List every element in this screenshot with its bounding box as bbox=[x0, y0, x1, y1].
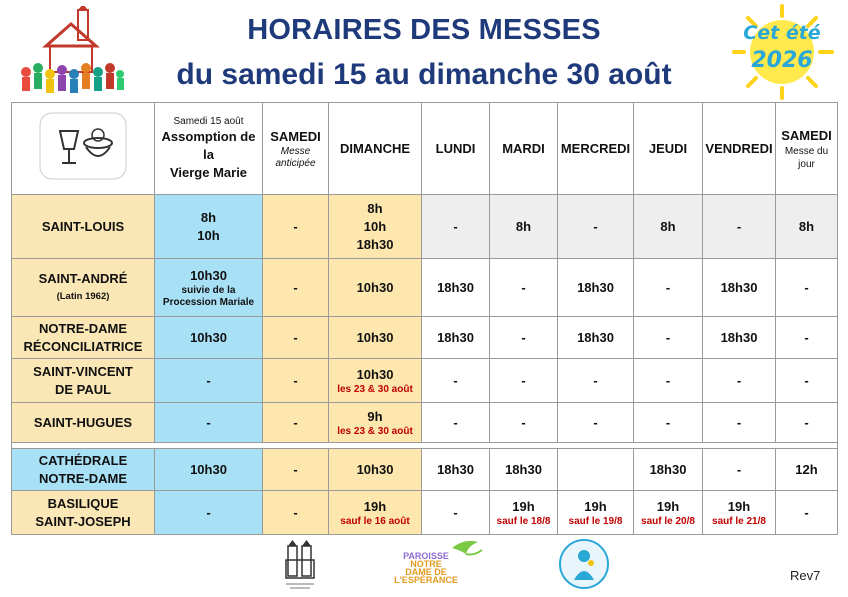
header-row bbox=[12, 103, 838, 195]
cell-vendredi: 18h30 bbox=[703, 259, 776, 317]
time: 19h bbox=[363, 498, 387, 514]
cell-mardi: - bbox=[490, 359, 558, 403]
cell-assomption bbox=[155, 195, 263, 259]
cell-vendredi: - bbox=[703, 449, 776, 491]
assomption-line2: la bbox=[203, 147, 214, 162]
church-name-sub: (Latin 1962) bbox=[56, 290, 110, 302]
cell-mercredi bbox=[558, 491, 634, 535]
cell-mercredi: - bbox=[558, 403, 634, 443]
col-dimanche: DIMANCHE bbox=[329, 103, 422, 195]
cell-lundi: 18h30 bbox=[422, 259, 490, 317]
revision-label: Rev7 bbox=[790, 568, 821, 583]
cell-dimanche bbox=[329, 491, 422, 535]
cell-samedi-jour: 12h bbox=[776, 449, 838, 491]
mass-schedule-table bbox=[11, 102, 838, 535]
cell-jeudi: - bbox=[634, 317, 703, 359]
table-row bbox=[12, 195, 838, 259]
table-row bbox=[12, 317, 838, 359]
cell-vendredi: - bbox=[703, 359, 776, 403]
cell-mardi: 8h bbox=[490, 195, 558, 259]
cell-samedi: - bbox=[263, 317, 329, 359]
cell-assomption: 10h30 bbox=[155, 317, 263, 359]
cell-samedi-jour: - bbox=[776, 317, 838, 359]
table-row bbox=[12, 259, 838, 317]
note: sauf le 20/8 bbox=[641, 515, 695, 527]
cell-lundi: - bbox=[422, 359, 490, 403]
time: 8h bbox=[200, 209, 217, 225]
cell-jeudi: 8h bbox=[634, 195, 703, 259]
cell-samedi-jour: - bbox=[776, 403, 838, 443]
paroisse-logo bbox=[382, 538, 490, 588]
cell-jeudi: - bbox=[634, 259, 703, 317]
cell-mardi bbox=[490, 491, 558, 535]
cell-samedi-jour: - bbox=[776, 491, 838, 535]
paroisse-line1: PAROISSE bbox=[403, 551, 449, 561]
time: 10h30 bbox=[356, 366, 394, 382]
cell-samedi: - bbox=[263, 491, 329, 535]
cell-assomption: 10h30 bbox=[155, 449, 263, 491]
paroisse-line2: NOTRE bbox=[410, 559, 442, 569]
note: suivie de la bbox=[181, 284, 236, 296]
cell-dimanche bbox=[329, 359, 422, 403]
church-name-text: SAINT-ANDRÉ bbox=[38, 270, 128, 286]
samedi-label: SAMEDI bbox=[270, 128, 321, 144]
assomption-date: Samedi 15 août bbox=[173, 116, 244, 127]
church-name bbox=[12, 491, 155, 535]
assomption-line3: Vierge Marie bbox=[169, 165, 248, 180]
badge-line1: Cet été bbox=[743, 22, 821, 44]
cell-dimanche: 10h30 bbox=[329, 449, 422, 491]
time: 10h bbox=[363, 218, 387, 234]
paroisse-line3: DAME DE bbox=[405, 567, 447, 577]
church-name bbox=[12, 359, 155, 403]
cell-mardi: - bbox=[490, 259, 558, 317]
samedi-note2: anticipée bbox=[275, 157, 316, 169]
sun-logo bbox=[726, 2, 838, 100]
time: 19h bbox=[512, 498, 535, 514]
table-row bbox=[12, 359, 838, 403]
cell-lundi: 18h30 bbox=[422, 317, 490, 359]
church-name-line: NOTRE-DAME bbox=[38, 470, 128, 486]
chalice-host-icon bbox=[38, 111, 128, 181]
cell-assomption bbox=[155, 259, 263, 317]
note: sauf le 16 août bbox=[340, 515, 410, 527]
col-samedi bbox=[263, 103, 329, 195]
saint-joseph-logo bbox=[558, 536, 610, 592]
note: Procession Mariale bbox=[162, 296, 255, 308]
cell-mercredi: 18h30 bbox=[558, 259, 634, 317]
time: 19h bbox=[584, 498, 607, 514]
paroisse-line4: L'ESPÉRANCE bbox=[394, 575, 458, 585]
cathedral-logo bbox=[282, 540, 318, 590]
cell-assomption: - bbox=[155, 491, 263, 535]
cell-lundi: - bbox=[422, 195, 490, 259]
col-jeudi: JEUDI bbox=[634, 103, 703, 195]
samedi2-note1: Messe du bbox=[784, 145, 829, 157]
assomption-line1: Assomption de bbox=[161, 129, 256, 144]
cell-mercredi: - bbox=[558, 195, 634, 259]
col-assomption bbox=[155, 103, 263, 195]
cell-mardi: - bbox=[490, 403, 558, 443]
cell-mardi: 18h30 bbox=[490, 449, 558, 491]
header bbox=[0, 0, 848, 102]
note: les 23 & 30 août bbox=[337, 425, 413, 437]
cell-assomption: - bbox=[155, 359, 263, 403]
cell-jeudi bbox=[634, 491, 703, 535]
cell-lundi: 18h30 bbox=[422, 449, 490, 491]
note: sauf le 18/8 bbox=[496, 515, 551, 527]
cell-samedi-jour: 8h bbox=[776, 195, 838, 259]
time: 19h bbox=[656, 498, 680, 514]
time: 18h30 bbox=[356, 236, 394, 252]
cell-samedi-jour: - bbox=[776, 259, 838, 317]
cell-samedi: - bbox=[263, 259, 329, 317]
page-title: HORAIRES DES MESSES bbox=[247, 14, 601, 46]
church-name-line: BASILIQUE bbox=[47, 495, 119, 511]
cell-samedi-jour: - bbox=[776, 359, 838, 403]
time: 19h bbox=[727, 498, 751, 514]
note: sauf le 21/8 bbox=[712, 515, 766, 527]
time: 10h bbox=[197, 227, 220, 243]
samedi2-label: SAMEDI bbox=[781, 127, 832, 143]
table-row bbox=[12, 491, 838, 535]
table-row bbox=[12, 403, 838, 443]
cell-samedi: - bbox=[263, 195, 329, 259]
cell-assomption: - bbox=[155, 403, 263, 443]
cell-vendredi: 18h30 bbox=[703, 317, 776, 359]
cell-dimanche bbox=[329, 195, 422, 259]
cell-jeudi: 18h30 bbox=[634, 449, 703, 491]
page-subtitle: du samedi 15 au dimanche 30 août bbox=[176, 58, 672, 91]
church-name-line: NOTRE-DAME bbox=[38, 320, 128, 336]
time: 10h30 bbox=[190, 267, 227, 283]
note: les 23 & 30 août bbox=[337, 383, 413, 395]
chalice-host-icon-cell bbox=[12, 103, 155, 195]
cell-samedi: - bbox=[263, 403, 329, 443]
badge-year: 2026 bbox=[751, 48, 813, 73]
church-name: SAINT-HUGUES bbox=[12, 403, 155, 443]
time: 8h bbox=[367, 200, 383, 216]
samedi-note1: Messe bbox=[280, 145, 311, 157]
church-name-line: SAINT-JOSEPH bbox=[35, 513, 131, 529]
church-name-line: CATHÉDRALE bbox=[38, 452, 128, 468]
church-name bbox=[12, 317, 155, 359]
cell-dimanche bbox=[329, 403, 422, 443]
note: sauf le 19/8 bbox=[568, 515, 623, 527]
cell-mardi: - bbox=[490, 317, 558, 359]
col-lundi: LUNDI bbox=[422, 103, 490, 195]
cell-vendredi: - bbox=[703, 195, 776, 259]
cell-vendredi bbox=[703, 491, 776, 535]
cell-jeudi: - bbox=[634, 359, 703, 403]
cell-mercredi: - bbox=[558, 359, 634, 403]
col-mardi: MARDI bbox=[490, 103, 558, 195]
church-name bbox=[12, 449, 155, 491]
cell-lundi: - bbox=[422, 491, 490, 535]
cell-mercredi bbox=[558, 449, 634, 491]
cell-samedi: - bbox=[263, 359, 329, 403]
col-mercredi: MERCREDI bbox=[558, 103, 634, 195]
cell-samedi: - bbox=[263, 449, 329, 491]
table-row bbox=[12, 449, 838, 491]
time: 9h bbox=[367, 408, 383, 424]
cell-mercredi: 18h30 bbox=[558, 317, 634, 359]
church-name bbox=[12, 259, 155, 317]
cell-dimanche: 10h30 bbox=[329, 317, 422, 359]
cell-lundi: - bbox=[422, 403, 490, 443]
church-name-line: SAINT-VINCENT bbox=[33, 363, 133, 379]
samedi2-note2: jour bbox=[798, 158, 815, 170]
church-name: SAINT-LOUIS bbox=[12, 195, 155, 259]
cell-jeudi: - bbox=[634, 403, 703, 443]
col-vendredi: VENDREDI bbox=[703, 103, 776, 195]
cell-vendredi: - bbox=[703, 403, 776, 443]
church-name-line: RÉCONCILIATRICE bbox=[23, 338, 143, 354]
cell-dimanche: 10h30 bbox=[329, 259, 422, 317]
col-samedi-jour bbox=[776, 103, 838, 195]
church-name-line: DE PAUL bbox=[54, 381, 112, 397]
